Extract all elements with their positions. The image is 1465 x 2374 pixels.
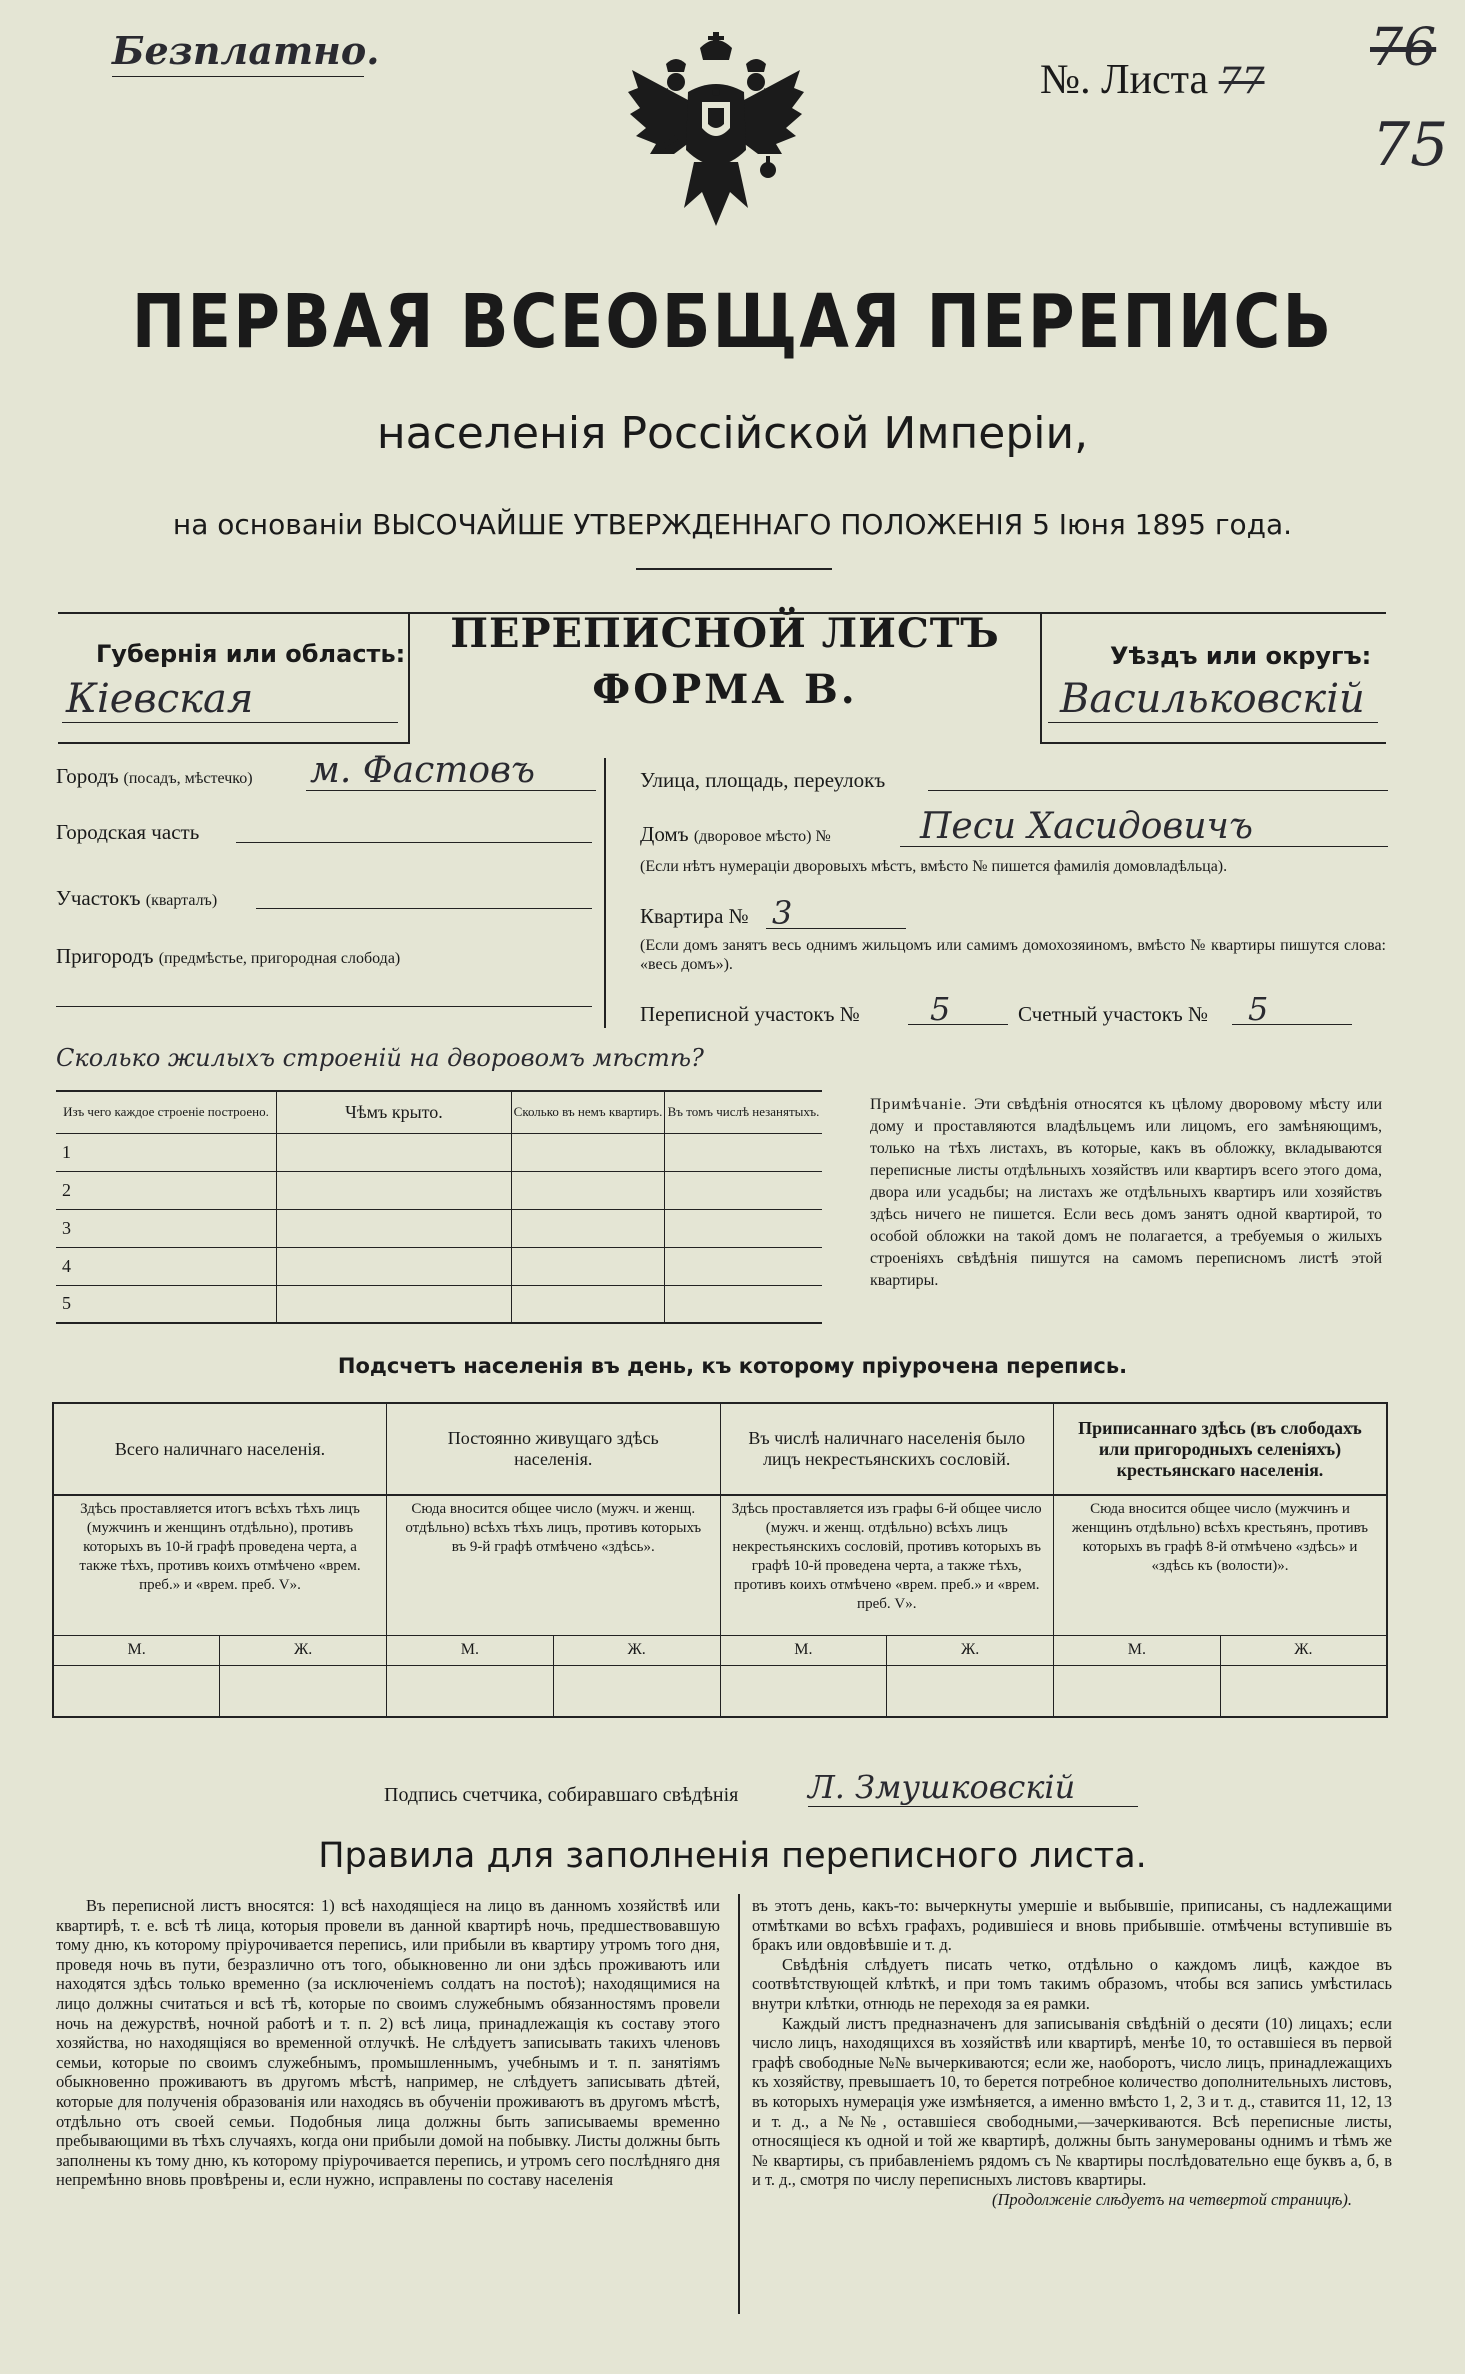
street-label: Улица, площадь, переулокъ xyxy=(640,768,886,792)
sheet-number-label: №. Листа xyxy=(1040,57,1209,103)
corner-mark-2: 75 xyxy=(1372,110,1449,180)
f-header: Ж. xyxy=(887,1635,1054,1665)
legal-basis: на основаніи ВЫСОЧАЙШЕ УТВЕРЖДЕННАГО ПОЛОЖЕНІЯ 5 Іюня 1895 года. xyxy=(172,508,1293,541)
count-head-total: Всего наличнаго населенія. xyxy=(53,1403,387,1495)
uchastok-note: (кварталъ) xyxy=(145,892,218,909)
apt-underline xyxy=(766,928,906,929)
form-name: ФОРМА В. xyxy=(592,666,858,713)
m-header: М. xyxy=(387,1635,554,1665)
m-header: М. xyxy=(1054,1635,1221,1665)
city-label: Городъ xyxy=(56,764,119,788)
count-title: Подсчетъ населенія въ день, къ которому пріурочена перепись. xyxy=(337,1354,1128,1378)
house-field xyxy=(640,822,831,847)
count-district-label: Счетный участокъ № xyxy=(1018,1002,1209,1026)
rules-right-column xyxy=(752,1896,1392,2210)
buildings-table xyxy=(56,1090,822,1324)
apt-hint: (Если домъ занятъ весь однимъ жильцомъ или самимъ домохозяиномъ, вмѣсто № квартиры пишутся слова: «весь домъ»). xyxy=(640,937,1386,973)
free-label: Безплатно. xyxy=(112,28,380,73)
buildings-note xyxy=(870,1094,1382,1292)
uezd-underline xyxy=(1048,722,1378,723)
house-hint: (Если нѣтъ нумераціи дворовыхъ мѣстъ, вмѣсто № пишется фамилія домовладѣльца). xyxy=(640,858,1228,875)
gubernia-box-bottom xyxy=(58,742,410,744)
house-label: Домъ xyxy=(640,822,689,846)
f-header: Ж. xyxy=(1294,1641,1313,1658)
city-part-underline xyxy=(236,842,592,843)
row-number: 4 xyxy=(56,1247,277,1285)
table-row xyxy=(56,1133,822,1171)
rules-left-column: Въ переписной листъ вносятся: 1) всѣ находящіеся на лицо въ данномъ хозяйствѣ или квартирѣ, т. е. всѣ тѣ лица, которыя провели въ данной квартирѣ ночь, предшествовавшую тому дню, къ которому пріурочивается перепись, или прибыли въ квартиру утромъ того дня, проведя ночь въ пути, безразлично отъ того, обыкновенно ли они здѣсь проживаютъ или находятся здѣсь только временно (за исключеніемъ солдатъ на постоѣ); находящимися на лицо должны считаться и всѣ тѣ, которые по своимъ служебнымъ обязанностямъ провели ночь на дежурствѣ, ночной работѣ и т. п. 2) всѣ лица, принадлежащія къ составу этого хозяйства, но находящіяся во временной отлучкѣ. Не слѣдуетъ записывать такихъ членовъ семьи, которые по своимъ служебнымъ, промышленнымъ, учебнымъ и т. п. занятіямъ обыкновенно проживаютъ въ другомъ мѣстѣ, например, не слѣдуетъ записывать дѣтей, которые для полученія образованія или находясь въ обученіи проживаютъ въ другомъ мѣстѣ, отдѣльно отъ своей семьи. Подобныя лица должны быть записываемы временно пребывающими въ тѣхъ случаяхъ, когда они прибыли домой на побывку. Листы должны быть заполнены къ тому дню, къ которому пріурочивается перепись, и утромъ сего послѣдняго дня непремѣнно вновь провѣрены и, если нужно, исправлены по составу населенія xyxy=(56,1896,720,2190)
uchastok-underline xyxy=(256,908,592,909)
rules-column-divider xyxy=(738,1894,740,2314)
signature-underline xyxy=(808,1806,1138,1807)
row-number: 2 xyxy=(56,1171,277,1209)
count-body-total: Здѣсь проставляется итогъ всѣхъ тѣхъ лицъ (мужчинъ и женщинъ отдѣльно), противъ которыхъ въ 10-й графѣ проведена черта, а также тѣхъ, противъ коихъ отмѣчено «врем. преб.» и «врем. преб. V». xyxy=(53,1495,387,1635)
row-number: 1 xyxy=(56,1133,277,1171)
main-title: ПЕРВАЯ ВСЕОБЩАЯ ПЕРЕПИСЬ xyxy=(131,280,1334,366)
street-underline xyxy=(928,790,1388,791)
row-number: 3 xyxy=(56,1209,277,1247)
table-row xyxy=(56,1247,822,1285)
table-row xyxy=(56,1209,822,1247)
prigorod-note: (предмѣстье, пригородная слобода) xyxy=(158,950,401,967)
count-head-peasant: Приписаннаго здѣсь (въ слободахъ или пригородныхъ селеніяхъ) крестьянскаго населенія. xyxy=(1078,1417,1362,1480)
count-district-underline xyxy=(1232,1024,1352,1025)
rules-title: Правила для заполненія переписного листа. xyxy=(318,1836,1147,1876)
title-divider xyxy=(636,568,832,570)
city-field xyxy=(56,764,253,789)
subtitle: населенія Россійской Имперіи, xyxy=(376,408,1089,459)
house-underline xyxy=(900,846,1388,847)
house-value: Песи Хасидовичъ xyxy=(920,806,1253,847)
address-divider xyxy=(604,758,606,1028)
sheet-number-value: 77 xyxy=(1218,61,1265,102)
prigorod-label: Пригородъ xyxy=(56,944,154,968)
city-value: м. Фастовъ xyxy=(310,750,535,791)
buildings-header-roof: Чѣмъ крыто. xyxy=(277,1091,512,1133)
free-underline xyxy=(112,76,364,77)
buildings-header-material: Изъ чего каждое строеніе построено. xyxy=(56,1091,277,1133)
buildings-note-text: Эти свѣдѣнія относятся къ цѣлому дворовому мѣсту или дому и проставляются владѣльцемъ или лицомъ, его замѣняющимъ, только на тѣхъ листахъ, въ которые, какъ въ обложку, вкладываются переписные листы отдѣльныхъ хозяйствъ или квартиръ всего этого дома, двора или усадьбы; на листахъ же отдѣльныхъ квартиръ или хозяйствъ здѣсь ничего не пишется. Если весь домъ занятъ одной квартирой, то особой обложки на такой домъ не полагается, а требуемыя о жилыхъ строеніяхъ свѣдѣнія пишутся на самомъ переписномъ листѣ этой квартиры. xyxy=(870,1096,1383,1289)
row-number: 5 xyxy=(56,1285,277,1323)
table-row xyxy=(56,1285,822,1323)
count-body-permanent: Сюда вносится общее число (мужч. и женщ. отдѣльно) всѣхъ тѣхъ лицъ, противъ которыхъ въ 9-й графѣ отмѣчено «здѣсь». xyxy=(387,1495,721,1635)
count-head-permanent: Постоянно живущаго здѣсь населенія. xyxy=(387,1403,721,1495)
uchastok-label: Участокъ xyxy=(56,886,141,910)
rules-continued: (Продолженіе слѣдуетъ на четвертой страницѣ). xyxy=(992,2189,1352,2209)
uchastok-field xyxy=(56,886,217,911)
apt-label: Квартира № xyxy=(640,904,749,928)
buildings-header-apartments: Сколько въ немъ квартиръ. xyxy=(512,1091,665,1133)
prigorod-field xyxy=(56,944,400,969)
gubernia-label: Губернія или область: xyxy=(96,640,406,668)
form-title: ПЕРЕПИСНОЙ ЛИСТЪ xyxy=(450,610,1000,657)
gubernia-value: Кіевская xyxy=(66,676,254,722)
corner-mark-1: 76 xyxy=(1370,18,1437,78)
sheet-number xyxy=(1040,56,1265,104)
signature-value: Л. Змушковскій xyxy=(808,1768,1076,1806)
imperial-eagle-emblem xyxy=(628,30,804,240)
f-header: Ж. xyxy=(220,1635,387,1665)
buildings-note-lead: Примѣчаніе. xyxy=(870,1096,968,1113)
city-part-label: Городская часть xyxy=(56,820,200,844)
census-district-label: Переписной участокъ № xyxy=(640,1002,860,1026)
uezd-value: Васильковскій xyxy=(1060,676,1365,722)
count-district-value: 5 xyxy=(1248,990,1269,1028)
population-count-table xyxy=(52,1402,1388,1718)
table-row xyxy=(56,1171,822,1209)
count-body-nonpeasant: Здѣсь проставляется изъ графы 6-й общее число (мужч. и женщ. отдѣльно) всѣхъ лицъ некрестьянскихъ сословій, противъ которыхъ въ графѣ 10-й проведена черта, а также тѣхъ, противъ коихъ отмѣчено «врем. преб.» и «врем. преб. V». xyxy=(720,1495,1054,1635)
f-header: Ж. xyxy=(553,1635,720,1665)
buildings-question: Сколько жилыхъ строеній на дворовомъ мѣстѣ? xyxy=(56,1044,704,1072)
signature-label: Подпись счетчика, собиравшаго свѣдѣнія xyxy=(384,1784,739,1806)
city-underline xyxy=(306,790,596,791)
buildings-header-vacant: Въ томъ числѣ незанятыхъ. xyxy=(667,1104,820,1120)
uezd-label: Уѣздъ или округъ: xyxy=(1110,642,1372,670)
m-header: М. xyxy=(53,1635,220,1665)
rules-right-paragraph-3: Каждый листъ предназначенъ для записыванія свѣдѣній о десяти (10) лицахъ; если число лицъ, находящихся въ хозяйствѣ или квартирѣ, менѣе 10, то оставшіеся въ первой графѣ свободные №№ вычеркиваются; если же, наоборотъ, число лицъ, принадлежащихъ къ хозяйству, превышаетъ 10, то берется потребное количество дополнительныхъ листовъ, въ которыхъ нумерація уже измѣняется, а именно вмѣсто 1, 2, 3 и т. д., ставится 11, 12, 13 и т. д., а №№, оставшіеся свободными,—зачеркиваются. Всѣ переписные листы, относящіеся къ одной и той же квартирѣ, должны быть занумерованы однимъ и тѣмъ же № квартиры, съ прибавленіемъ рядомъ съ № квартиры послѣдовательно еще буквъ а, б, в и т. д., смотря по числу переписныхъ листовъ квартиры. xyxy=(752,2013,1392,2190)
m-header: М. xyxy=(720,1635,887,1665)
rules-right-paragraph-1: въ этотъ день, какъ-то: вычеркнуты умершіе и выбывшіе, приписаны, съ надлежащими отмѣтками во всѣхъ графахъ, родившіеся и вновь прибывшіе. отмѣчены вступившіе въ бракъ или овдовѣвшіе и т. д. xyxy=(752,1896,1392,1955)
uezd-box-bottom xyxy=(1040,742,1386,744)
apt-value: 3 xyxy=(772,894,793,932)
city-note: (посадъ, мѣстечко) xyxy=(123,770,253,787)
gubernia-underline xyxy=(62,722,398,723)
rules-right-paragraph-2: Свѣдѣнія слѣдуетъ писать четко, отдѣльно о каждомъ лицѣ, каждое въ соотвѣтствующей клѣткѣ, и при томъ такимъ образомъ, чтобы вся запись умѣстилась внутри клѣтки, отнюдь не переходя за ея рамки. xyxy=(752,1954,1392,2013)
census-district-underline xyxy=(908,1024,1008,1025)
census-district-value: 5 xyxy=(930,990,951,1028)
count-body-peasant: Сюда вносится общее число (мужчинъ и женщинъ отдѣльно) всѣхъ крестьянъ, противъ которыхъ въ графѣ 8-й отмѣчено «здѣсь» и «здѣсь къ (волости)». xyxy=(1071,1501,1369,1574)
count-head-nonpeasant: Въ числѣ наличнаго населенія было лицъ некрестьянскихъ сословій. xyxy=(720,1403,1054,1495)
uezd-box-left xyxy=(1040,612,1042,742)
house-note: (дворовое мѣсто) № xyxy=(693,828,831,845)
prigorod-underline xyxy=(56,1006,592,1007)
